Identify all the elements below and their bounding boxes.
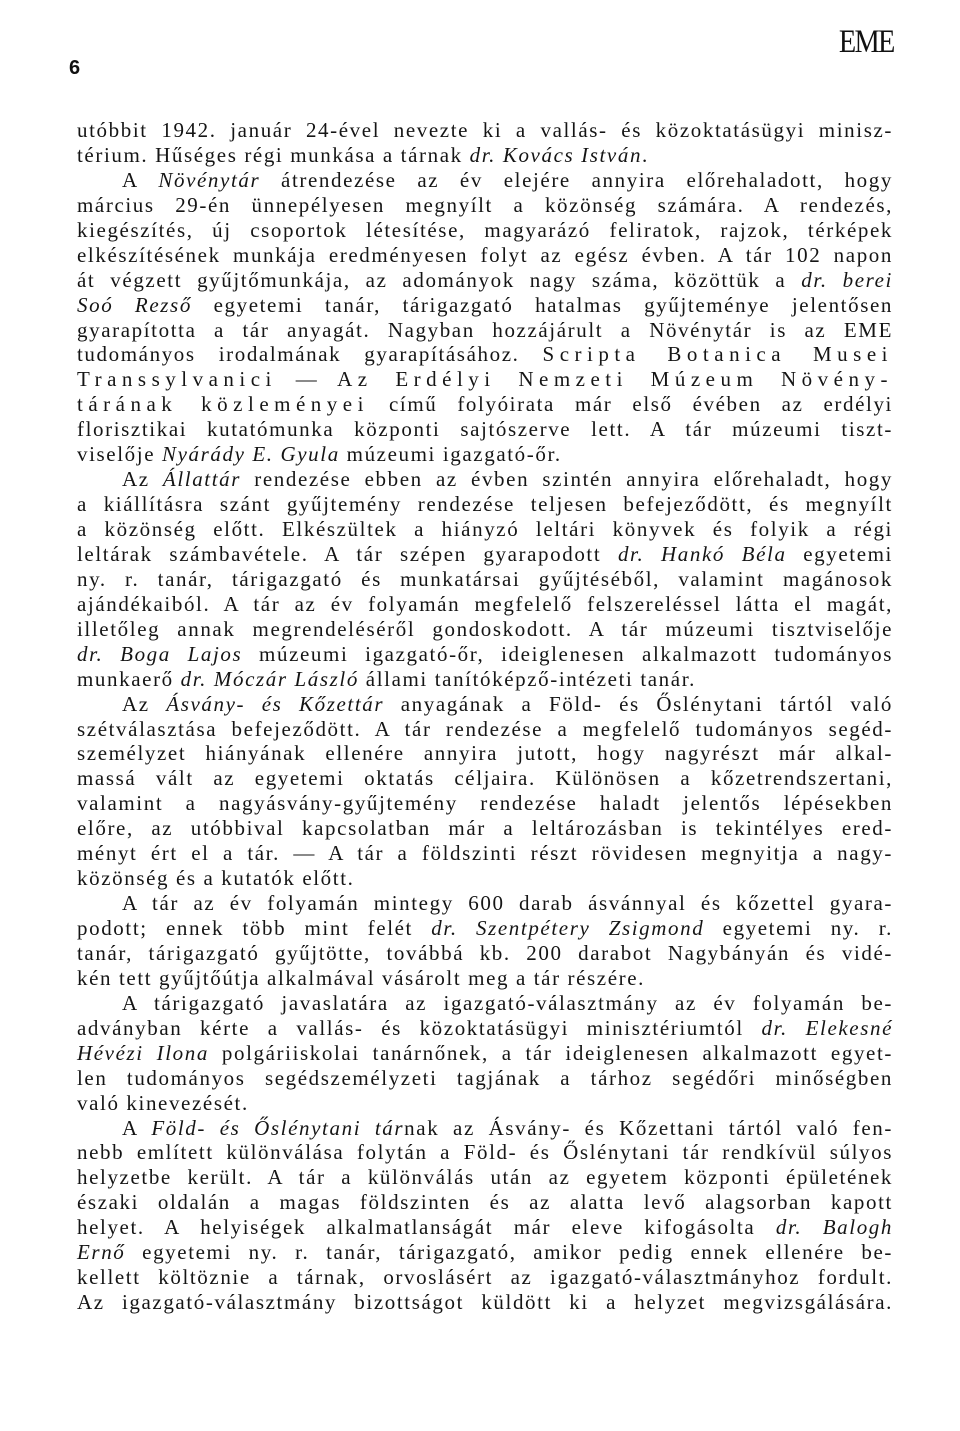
body-line — [77, 617, 893, 642]
body-line — [77, 866, 893, 891]
line-text: A — [122, 167, 159, 192]
body-line — [77, 741, 893, 766]
italic-text: Hévézi Ilona — [77, 1040, 209, 1065]
body-line — [77, 1215, 893, 1240]
paragraph — [77, 891, 893, 991]
body-line — [77, 1066, 893, 1091]
spaced-text: Az Erdélyi Nemzeti Múzeum Növény- — [337, 367, 893, 392]
line-text: előre, az utóbbival kapcsolatban már a leltározásban is tekintélyes ered- — [77, 816, 893, 841]
body-line — [77, 891, 893, 916]
body-line — [77, 567, 893, 592]
body-line — [77, 841, 893, 866]
line-text: egyetemi ny. r. — [704, 916, 893, 940]
line-text: kellett költöznie a tárnak, orvoslásért az igazgató-választmányhoz fordult. — [77, 1265, 893, 1290]
line-text: való kinevezését. — [77, 1090, 249, 1115]
italic-text: Föld- és Őslénytani tár — [151, 1115, 405, 1140]
line-text: nak az Ásvány- és Kőzettani tártól való fen- — [404, 1115, 893, 1140]
line-text: a közönség előtt. Elkészültek a hiányzó leltári könyvek és folyik a régi — [77, 517, 893, 541]
body-line — [77, 268, 893, 293]
italic-text: Soó Rezső — [77, 292, 192, 317]
body-text — [77, 118, 893, 1315]
body-line — [77, 392, 893, 417]
body-line — [77, 342, 893, 367]
line-text: a kiállításra szánt gyűjtemény rendezése teljesen befejeződött, és megnyílt — [77, 492, 893, 517]
line-text: Az — [122, 467, 163, 492]
italic-text: dr. Hankó Béla — [617, 541, 787, 566]
body-line — [77, 318, 893, 343]
italic-text: dr. Elekesné — [761, 1015, 894, 1040]
spaced-text: tárának közleményei — [77, 392, 369, 417]
line-text: munkaerő — [77, 666, 181, 691]
body-line — [77, 168, 893, 193]
line-text: tanár, tárigazgató gyűjtötte, továbbá kb. 200 darabot Nagybányán és vidé- — [77, 940, 893, 965]
line-text: elkészítésének munkája eredményesen folyt az egész évben. A tár 102 napon — [77, 242, 893, 267]
body-line — [77, 816, 893, 841]
line-text: helyet. A helyiségek alkalmatlanságát már eleve kifogásolta — [77, 1215, 776, 1240]
line-text: közönség és a kutatók előtt. — [77, 866, 355, 891]
body-line — [77, 966, 893, 991]
paragraph — [77, 467, 893, 691]
body-line — [77, 1016, 893, 1041]
page-number: 6 — [69, 57, 81, 79]
line-text: massá vált az egyetemi oktatás céljaira. Különösen a kőzetrendszertani, — [77, 766, 893, 791]
body-line — [77, 667, 893, 692]
line-text: kiegészítés, új csoportok létesítése, magyarázó feliratok, rajzok, térképek — [77, 217, 893, 242]
body-line — [77, 193, 893, 218]
line-text: múzeumi igazgató-őr. — [339, 442, 562, 467]
paragraph — [77, 118, 893, 168]
italic-text: dr. Balogh — [775, 1215, 893, 1240]
line-text: egyetemi ny. r. tanár, tárigazgató, amikor pedig ennek ellenére be- — [125, 1240, 893, 1265]
line-text: len tudományos segédszemélyzeti tagjának a tárhoz segédőri minőségben — [77, 1065, 893, 1090]
line-text: kén tett gyűjtőútja alkalmával vásárolt meg a tár részére. — [77, 965, 646, 990]
italic-text: dr. Szentpétery Zsigmond — [431, 916, 705, 940]
line-text: ményt ért el a tár. — A tár a földszinti részt rövidesen megnyitja a nagy- — [77, 841, 893, 866]
line-text: valamint a nagyásvány-gyűjtemény rendezése haladt jelentős lépésekben — [77, 791, 893, 816]
line-text: északi oldalán a magas földszinten és az alatta levő alagsorban kapott — [77, 1190, 893, 1215]
body-line — [77, 1140, 893, 1165]
italic-text: dr. Boga Lajos — [77, 641, 243, 666]
body-line — [77, 467, 893, 492]
line-text: ny. r. tanár, tárigazgató és munkatársai gyűjtéséből, valamint magánosok — [77, 566, 893, 591]
paragraph — [77, 168, 893, 467]
paragraph — [77, 692, 893, 892]
italic-text: Állattár — [162, 467, 242, 492]
body-line — [77, 1190, 893, 1215]
body-line — [77, 1116, 893, 1141]
line-text: adványban kérte a vallás- és közoktatásügyi minisztériumtól — [77, 1015, 762, 1040]
body-line — [77, 143, 893, 168]
line-text: A — [122, 1115, 152, 1140]
line-text: átrendezése az év elejére annyira előrehaladott, hogy — [260, 167, 893, 192]
body-line — [77, 367, 893, 392]
line-text: helyzetbe került. A tár a különválás után az egyetem központi épületének — [77, 1165, 893, 1190]
body-line — [77, 218, 893, 243]
line-text: személyzet hiányának ellenére annyira jutott, hogy nagyrészt már alkal- — [77, 741, 893, 766]
body-line — [77, 642, 893, 667]
line-text: leltárak számbavétele. A tár szépen gyarapodott — [77, 541, 618, 566]
line-text: viselője — [77, 442, 162, 467]
body-line — [77, 916, 893, 941]
body-line — [77, 542, 893, 567]
line-text: egyetemi — [786, 541, 893, 566]
line-text: ajándékaiból. A tár az év folyamán megfelelő felszereléssel látta el magát, — [77, 591, 893, 616]
line-text: utóbbit 1942. január 24-ével nevezte ki a vallás- és közoktatásügyi minisz- — [77, 118, 893, 142]
paragraph — [77, 991, 893, 1116]
line-text: tudományos irodalmának gyarapításához. — [77, 342, 543, 367]
line-text: rendezése ebben az évben szintén annyira előrehaladt, hogy — [241, 467, 893, 492]
body-line — [77, 442, 893, 467]
body-line — [77, 592, 893, 617]
body-line — [77, 941, 893, 966]
body-line — [77, 243, 893, 268]
line-text: gyarapította a tár anyagát. Nagyban hozzájárult a Növénytár is az EME — [77, 317, 893, 342]
body-line — [77, 1041, 893, 1066]
line-text: egyetemi tanár, tárigazgató hatalmas gyűjteménye jelentősen — [191, 292, 893, 317]
line-text: térium. Hűséges régi munkása a tárnak — [77, 142, 470, 167]
line-text: című folyóirata már első évében az erdélyi — [368, 392, 893, 417]
line-text: illetőleg annak megrendeléséről gondoskodott. A tár múzeumi tisztviselője — [77, 616, 893, 641]
line-text: múzeumi igazgató-őr, ideiglenesen alkalmazott tudományos — [242, 641, 893, 666]
line-text: március 29-én ünnepélyesen megnyílt a közönség számára. A rendezés, — [77, 192, 893, 217]
italic-text: dr. Kovács István — [469, 142, 643, 167]
body-line — [77, 492, 893, 517]
italic-text: Növénytár — [158, 167, 261, 192]
body-line — [77, 791, 893, 816]
body-line — [77, 517, 893, 542]
line-text: A tár az év folyamán mintegy 600 darab ásvánnyal és kőzettel gyara- — [122, 891, 893, 916]
body-line — [77, 1290, 893, 1315]
line-text: át végzett gyűjtőmunkája, az adományok nagy száma, közöttük a — [77, 267, 802, 292]
publisher-logo: EME — [839, 24, 894, 60]
line-text: szétválasztása befejeződött. A tár rendezése a megfelelő tudományos segéd- — [77, 716, 893, 741]
italic-text: Ernő — [77, 1240, 126, 1265]
line-text: florisztikai kutatómunka központi sajtószerve lett. A tár múzeumi tiszt- — [77, 417, 893, 442]
body-line — [77, 118, 893, 143]
body-line — [77, 293, 893, 318]
line-text: állami tanítóképző-intézeti tanár. — [358, 666, 696, 691]
italic-text: dr. berei — [801, 267, 893, 292]
line-text: podott; ennek több mint felét — [77, 916, 432, 940]
italic-text: Nyárády E. Gyula — [161, 442, 340, 467]
spaced-text: Scripta Botanica Musei — [542, 342, 893, 367]
body-line — [77, 991, 893, 1016]
body-line — [77, 417, 893, 442]
line-text: polgáriiskolai tanárnőnek, a tár ideiglenesen alkalmazott egyet- — [208, 1040, 894, 1065]
line-text: . — [642, 142, 649, 167]
line-text: Az — [122, 691, 167, 716]
body-line — [77, 692, 893, 717]
body-line — [77, 1091, 893, 1116]
body-line — [77, 766, 893, 791]
line-text: — — [276, 367, 338, 392]
paragraph — [77, 1116, 893, 1316]
body-line — [77, 1165, 893, 1190]
italic-text: dr. Móczár László — [180, 666, 359, 691]
line-text: anyagának a Föld- és Őslénytani tártól való — [384, 691, 893, 716]
line-text: nebb említett különválása folytán a Föld- és Őslénytani tár rendkívül súlyos — [77, 1140, 893, 1165]
body-line — [77, 1240, 893, 1265]
spaced-text: Transsylvanici — [77, 367, 277, 392]
line-text: A tárigazgató javaslatára az igazgató-választmány az év folyamán be- — [122, 990, 893, 1015]
italic-text: Ásvány- és Kőzettár — [166, 691, 385, 716]
body-line — [77, 717, 893, 742]
body-line — [77, 1265, 893, 1290]
line-text: Az igazgató-választmány bizottságot küldött ki a helyzet megvizsgálására. — [77, 1290, 893, 1315]
